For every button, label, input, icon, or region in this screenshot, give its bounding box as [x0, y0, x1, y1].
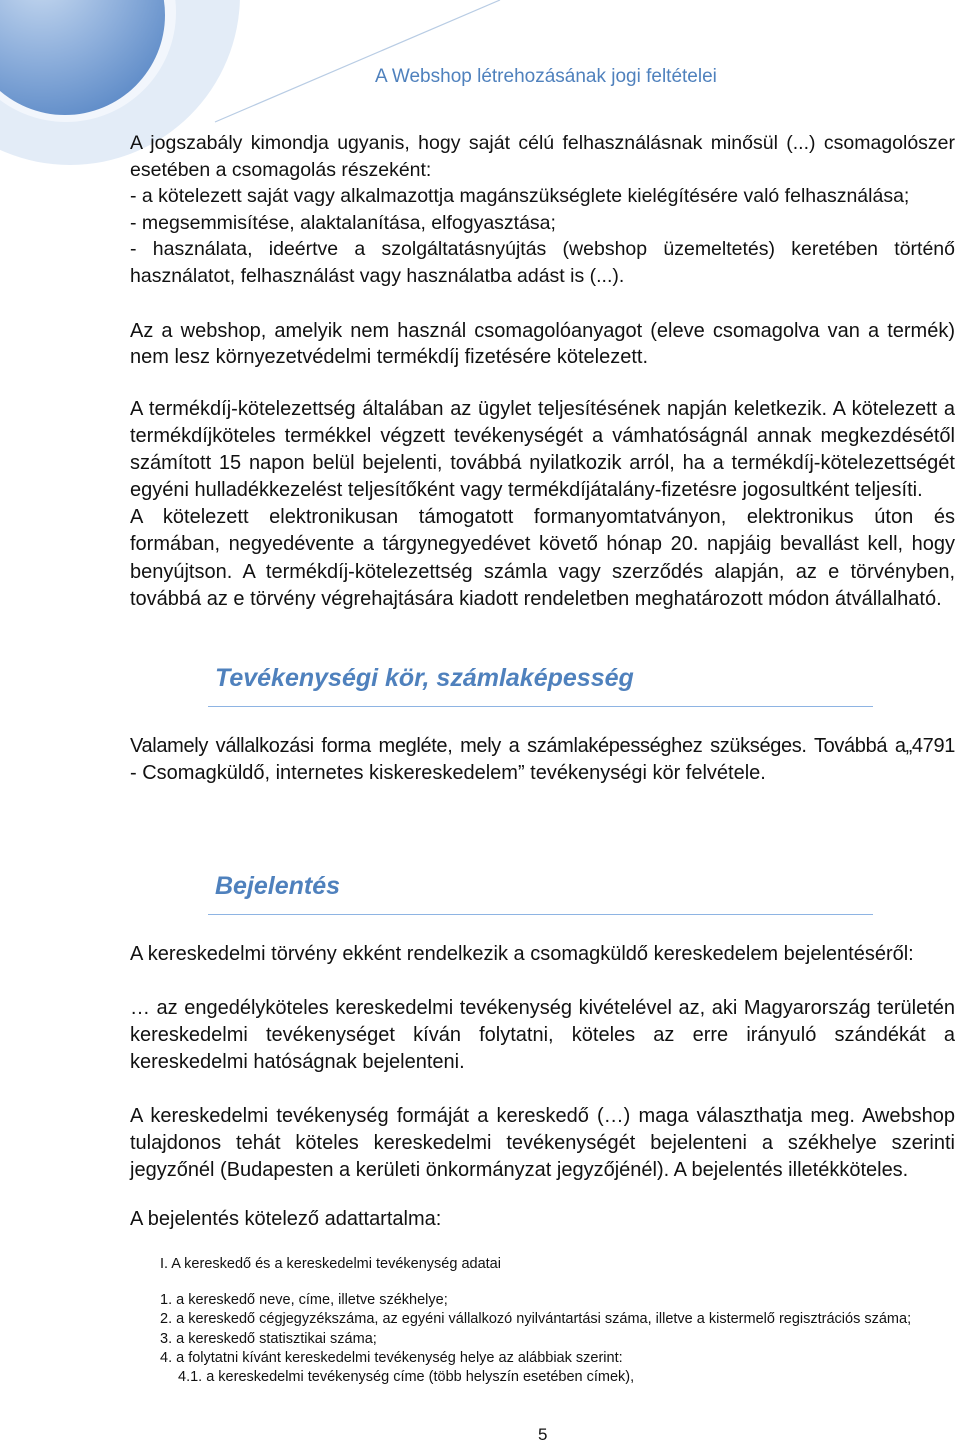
- list-item: 1. a kereskedő neve, címe, illetve székhelye;: [160, 1292, 448, 1308]
- text-line: Az a webshop, amelyik nem használ csomagolóanyagot (eleve csomagolva van a termék): [130, 320, 955, 342]
- content-intro: [130, 1206, 955, 1233]
- text-line: A kötelezett elektronikusan támogatott formanyomtatványon, elektronikus úton és: [130, 506, 955, 529]
- data-list: [160, 1291, 911, 1387]
- text-line: A kereskedelmi törvény ekként rendelkezik a csomagküldő kereskedelem bejelentéséről:: [130, 943, 914, 965]
- section-divider: [208, 914, 873, 915]
- no-packaging-paragraph: [130, 318, 955, 370]
- text-line: … az engedélyköteles kereskedelmi tevékenység kivételével az, aki Magyarország területén: [130, 997, 955, 1019]
- text-line: A bejelentés kötelező adattartalma:: [130, 1208, 442, 1230]
- page-number: 5: [538, 1425, 548, 1444]
- text-line: kereskedelmi hatóságnak bejelenteni.: [130, 1051, 465, 1073]
- activity-paragraph: [130, 733, 955, 787]
- text-line: egyéni hulladékkezelést teljesítőként vagy termékdíjátalány-fizetésre jogosultként teljesíti.: [130, 479, 923, 502]
- list-item: 4. a folytatni kívánt kereskedelmi tevékenység helye az alábbiak szerint:: [160, 1349, 623, 1366]
- text-line: A termékdíj-kötelezettség általában az ügylet teljesítésének napján keletkezik. A kötelezett a: [130, 398, 955, 420]
- text-line: tulajdonos tehát köteles kereskedelmi tevékenységét bejelenteni a székhelye szerinti: [130, 1132, 955, 1154]
- text-line: A kereskedelmi tevékenység formáját a kereskedő (…) maga választhatja meg. Awebshop: [130, 1105, 955, 1127]
- list-item: 2. a kereskedő cégjegyzékszáma, az egyéni vállalkozó nyilvántartási száma, illetve a kistermelő regisztrációs száma;: [160, 1311, 912, 1328]
- text-line: nem lesz környezetvédelmi termékdíj fizetésére kötelezett.: [130, 346, 648, 368]
- text-line: benyújtson. A termékdíj-kötelezettség számla vagy szerződés alapján, az e törvényben,: [130, 560, 955, 583]
- text-line: - használata, ideértve a szolgáltatásnyújtás (webshop üzemeltetés) keretében történő: [130, 238, 955, 261]
- text-line: - a kötelezett saját vagy alkalmazottja magánszükséglete kielégítésére való felhasználása;: [130, 185, 910, 208]
- notification-form-paragraph: [130, 1103, 955, 1184]
- text-line: termékdíjköteles termékkel végzett tevékenységét a vámhatóságnál annak megkezdésétől: [130, 425, 955, 448]
- text-line: továbbá az e törvény végrehajtására kiadott rendeletben meghatározott módon átvállalható.: [130, 587, 942, 610]
- text-line: esetében a csomagolás részeként:: [130, 158, 432, 181]
- text-line: használatot, felhasználást vagy használatba adást is (...).: [130, 264, 625, 287]
- trade-law-intro: [130, 941, 955, 968]
- quote-block: [130, 130, 955, 290]
- running-header-title: A Webshop létrehozásának jogi feltételei: [375, 66, 717, 87]
- text-line: számított 15 napon belül bejelenti, továbbá nyilatkozik arról, ha a termékdíj-kötelezettségét: [130, 452, 955, 475]
- text-line: - Csomagküldő, internetes kiskereskedelem” tevékenységi kör felvétele.: [130, 762, 766, 784]
- text-line: Valamely vállalkozási forma megléte, mely a számlaképességhez szükséges. Továbbá a„4791: [130, 735, 955, 757]
- product-fee-paragraph: [130, 396, 955, 613]
- text-line: - megsemmisítése, alaktalanítása, elfogyasztása;: [130, 211, 556, 234]
- data-list-heading: I. A kereskedő és a kereskedelmi tevékenység adatai: [160, 1256, 501, 1272]
- section-heading-activity: Tevékenységi kör, számlaképesség: [215, 664, 634, 692]
- text-line: A jogszabály kimondja ugyanis, hogy saját célú felhasználásnak minősül (...) csomagolószer: [130, 132, 955, 154]
- list-item: 3. a kereskedő statisztikai száma;: [160, 1330, 377, 1347]
- text-line: jegyzőnél (Budapesten a kerületi önkormányzat jegyzőjénél). A bejelentés illetékköteles.: [130, 1159, 909, 1181]
- section-divider: [208, 706, 873, 707]
- section-heading-notification: Bejelentés: [215, 872, 341, 900]
- trade-law-quote: [130, 995, 955, 1076]
- decor-line: [215, 0, 500, 122]
- list-subitem: 4.1. a kereskedelmi tevékenység címe (több helyszín esetében címek),: [178, 1369, 635, 1385]
- text-line: formában, negyedévente a tárgynegyedévet követő hónap 20. napjáig bevallást kell, hogy: [130, 533, 955, 556]
- text-line: kereskedelmi tevékenységet kíván folytatni, köteles az erre irányuló szándékát a: [130, 1024, 955, 1046]
